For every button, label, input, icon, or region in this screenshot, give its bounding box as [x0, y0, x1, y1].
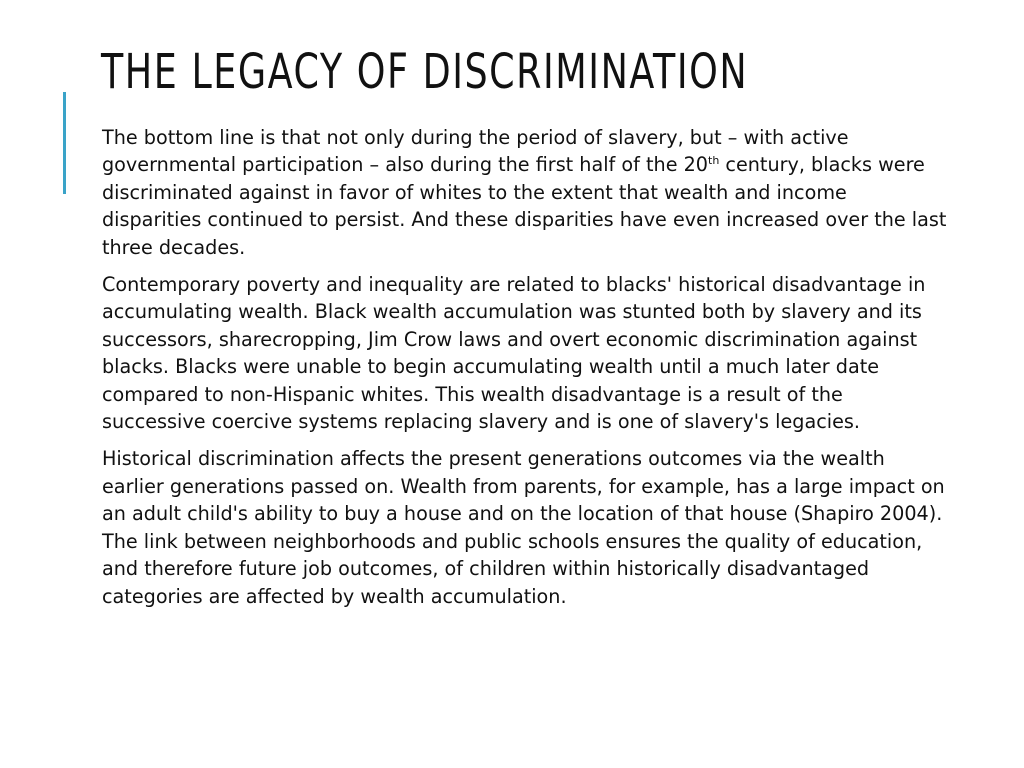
slide-body — [102, 124, 947, 620]
paragraph-3: Historical discrimination affects the present generations outcomes via the wealth earlier generations passed on. Wealth from parents, for example, has a large impact on an adult child's ability to buy a house and on the location of that house (Shapiro 2004). The link between neighborhoods and public schools ensures the quality of education, and therefore future job outcomes, of children within historically disadvantaged categories are affected by wealth accumulation. — [102, 447, 945, 608]
paragraph-1-text-cont: century, blacks were discriminated against in favor of whites to the extent that wealth and income disparities continued to persist. And these disparities have even increased over the last three decades. — [102, 153, 947, 259]
slide-title: THE LEGACY OF DISCRIMINATION — [101, 44, 749, 100]
accent-bar — [63, 92, 66, 194]
superscript-th: th — [708, 154, 720, 168]
paragraph-1-text: The bottom line is that not only during the period of slavery, but – with active governmental participation – also during the first half of the 20 — [102, 126, 849, 177]
paragraph-2: Contemporary poverty and inequality are related to blacks' historical disadvantage in accumulating wealth. Black wealth accumulation was stunted both by slavery and its successors, sharecropping, Jim Crow laws and overt economic discrimination against blacks. Blacks were unable to begin accumulating wealth until a much later date compared to non-Hispanic whites. This wealth disadvantage is a result of the successive coercive systems replacing slavery and is one of slavery's legacies. — [102, 273, 926, 434]
paragraph-1 — [102, 124, 947, 261]
